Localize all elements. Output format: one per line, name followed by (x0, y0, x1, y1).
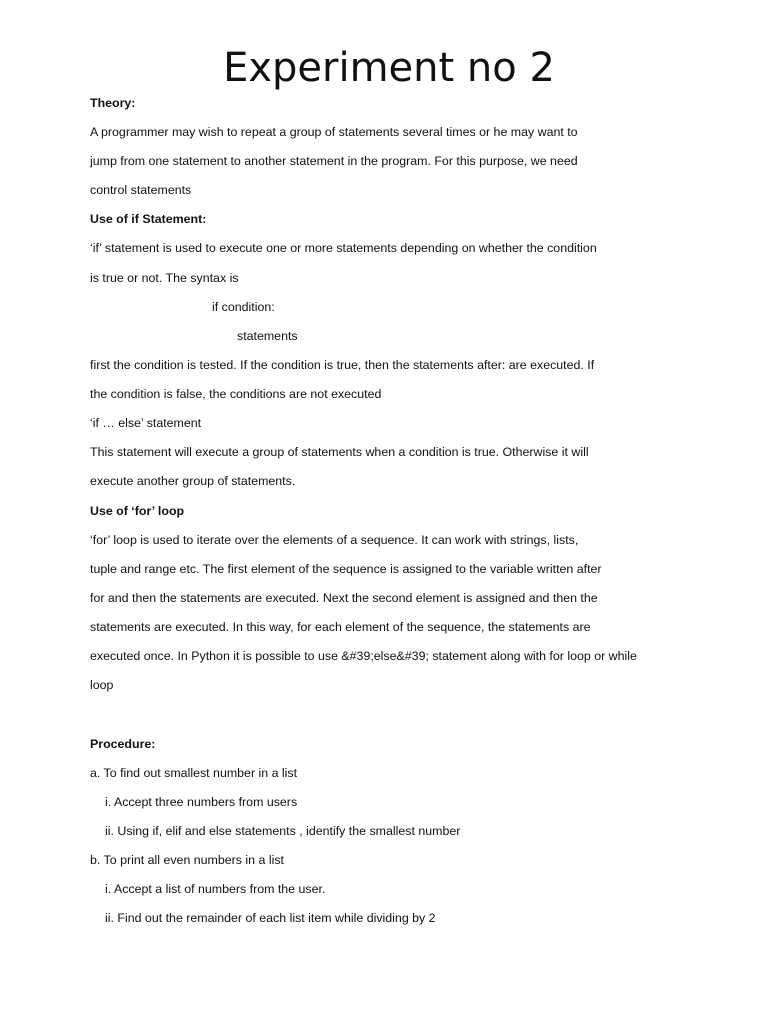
if-after-line: first the condition is tested. If the condition is true, then the statements after: are executed. If (90, 358, 595, 372)
if-after-line: This statement will execute a group of statements when a condition is true. Otherwise it will (90, 445, 589, 459)
if-line: ‘if’ statement is used to execute one or more statements depending on whether the condition (90, 241, 597, 255)
syntax-line: if condition: (212, 300, 275, 314)
for-heading: Use of ‘for’ loop (90, 504, 185, 518)
theory-line: jump from one statement to another statement in the program. For this purpose, we need (90, 154, 578, 168)
if-after-line: the condition is false, the conditions are not executed (90, 387, 382, 401)
if-heading: Use of if Statement: (90, 212, 207, 226)
for-line: loop (90, 678, 114, 692)
theory-heading: Theory: (90, 96, 136, 110)
for-line: statements are executed. In this way, for each element of the sequence, the statements are (90, 620, 591, 634)
if-after-line: execute another group of statements. (90, 474, 296, 488)
procedure-subitem: i. Accept a list of numbers from the user. (105, 882, 326, 896)
if-line: is true or not. The syntax is (90, 271, 239, 285)
procedure-heading: Procedure: (90, 737, 156, 751)
procedure-item: a. To find out smallest number in a list (90, 766, 298, 780)
procedure-subitem: ii. Find out the remainder of each list item while dividing by 2 (105, 911, 436, 925)
theory-line: A programmer may wish to repeat a group of statements several times or he may want to (90, 125, 578, 139)
if-else-heading: ‘if … else’ statement (90, 416, 202, 430)
for-line: ‘for’ loop is used to iterate over the elements of a sequence. It can work with strings, lists, (90, 533, 579, 547)
page-title: Experiment no 2 (223, 45, 555, 91)
for-line: executed once. In Python it is possible to use &#39;else&#39; statement along with for loop or while (90, 649, 637, 663)
for-line: for and then the statements are executed. Next the second element is assigned and then the (90, 591, 598, 605)
procedure-subitem: i. Accept three numbers from users (105, 795, 298, 809)
procedure-subitem: ii. Using if, elif and else statements , identify the smallest number (105, 824, 461, 838)
theory-line: control statements (90, 183, 192, 197)
syntax-line: statements (237, 329, 298, 343)
procedure-item: b. To print all even numbers in a list (90, 853, 284, 867)
for-line: tuple and range etc. The first element of the sequence is assigned to the variable written after (90, 562, 602, 576)
